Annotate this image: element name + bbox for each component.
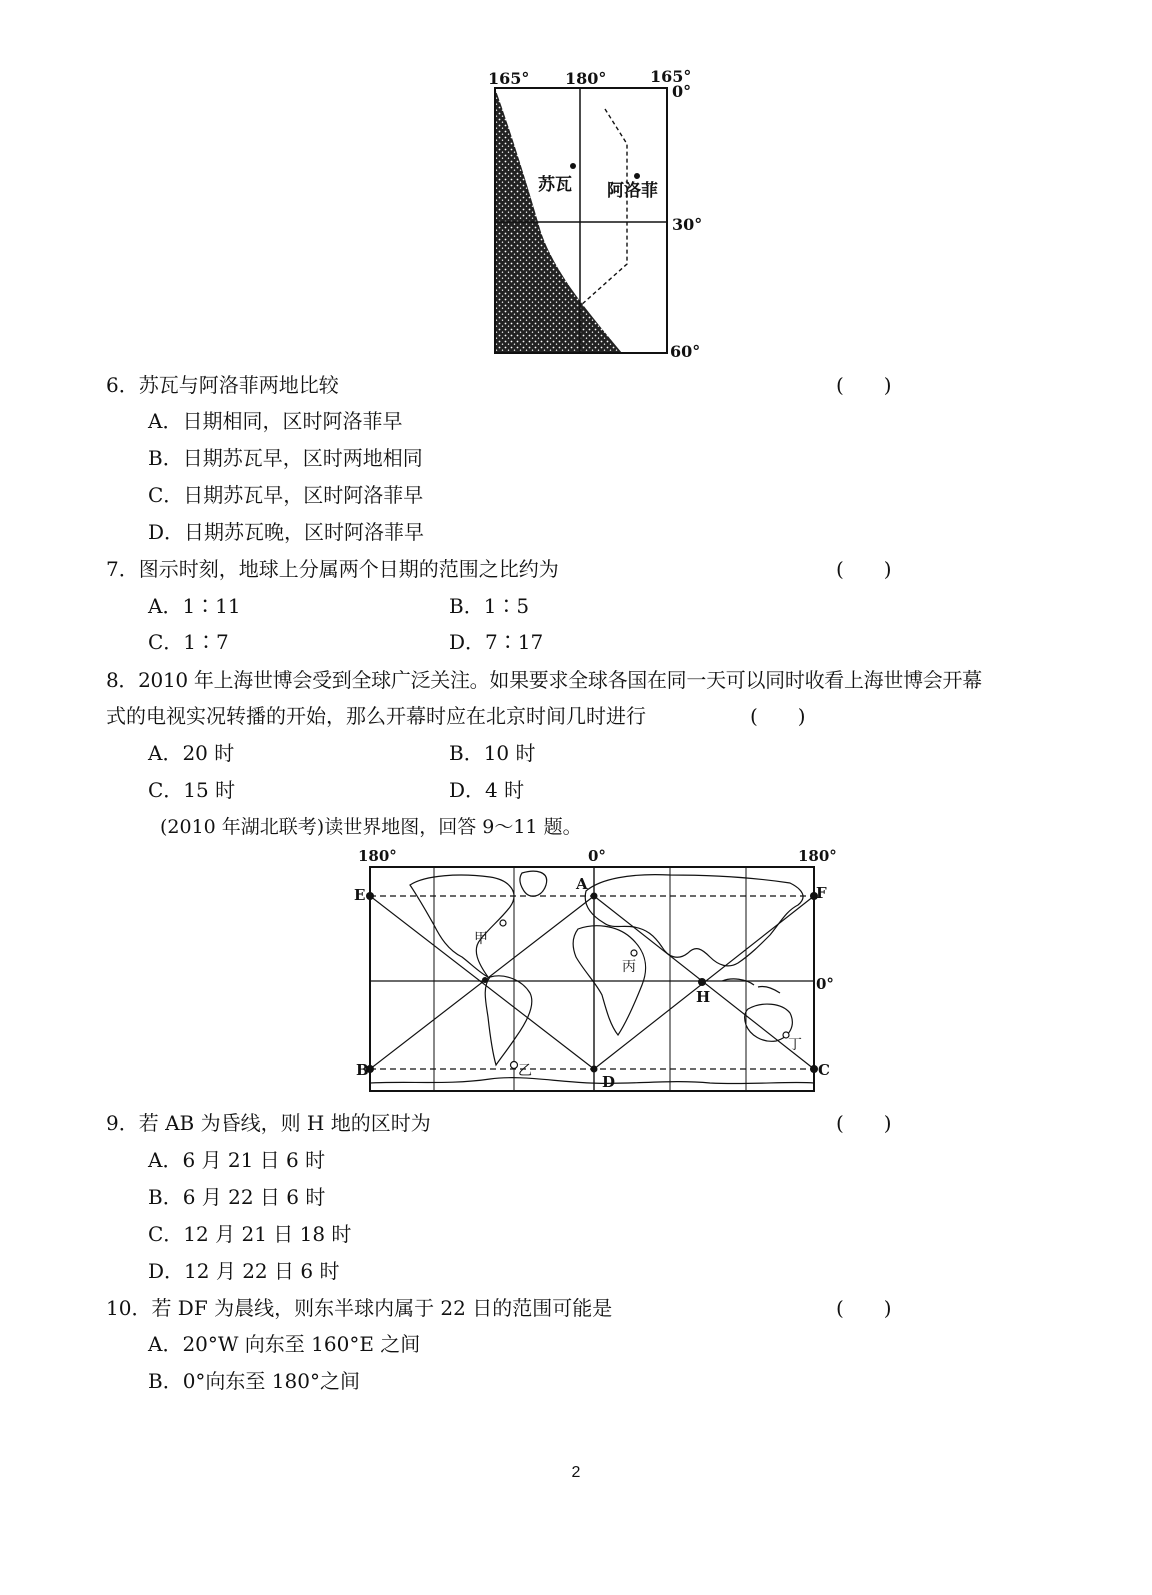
date-line-dashed (580, 109, 627, 306)
label-lon-right: 180° (798, 847, 837, 865)
q8-stem-line1: 8．2010 年上海世博会受到全球广泛关注。如果要求全球各国在同一天可以同时收看上海世博会开幕 (106, 668, 982, 692)
label-b: B (356, 1061, 369, 1079)
q8-option-d: D．4 时 (449, 778, 525, 802)
point-bing (631, 950, 637, 956)
south-america (485, 976, 532, 1065)
north-america (410, 875, 514, 977)
q9-option-c: C．12 月 21 日 18 时 (148, 1222, 352, 1246)
point-e (366, 892, 374, 900)
q9-option-d: D．12 月 22 日 6 时 (148, 1259, 340, 1283)
q6-option-c: C．日期苏瓦早，区时阿洛菲早 (148, 483, 424, 507)
label-a: A (576, 875, 588, 893)
q9-answer-blank: ( ) (836, 1111, 892, 1135)
label-e: E (354, 886, 366, 904)
antarctica-coast (370, 1078, 814, 1084)
label-suva: 苏瓦 (538, 175, 572, 195)
q8-option-a: A．20 时 (148, 741, 235, 765)
lon-label-left: 165° (488, 69, 530, 88)
lon-label-right: 165° (650, 67, 692, 86)
q7-option-b: B．1∶5 (449, 594, 530, 618)
label-h: H (696, 988, 711, 1006)
q7-stem: 7．图示时刻，地球上分属两个日期的范围之比约为 (106, 557, 559, 581)
lat-label-bottom: 60° (670, 342, 701, 361)
point-yi (511, 1062, 518, 1069)
land-shading (495, 88, 622, 353)
q9-option-a: A．6 月 21 日 6 时 (148, 1148, 326, 1172)
suva-dot (570, 163, 576, 169)
q6-option-d: D．日期苏瓦晚，区时阿洛菲早 (148, 520, 425, 544)
q9-stem: 9．若 AB 为昏线，则 H 地的区时为 (106, 1111, 431, 1135)
q7-answer-blank: ( ) (836, 557, 892, 581)
point-jia (500, 920, 506, 926)
q6-option-b: B．日期苏瓦早，区时两地相同 (148, 446, 423, 470)
label-d: D (602, 1073, 616, 1091)
q8-stem-line2: 式的电视实况转播的开始，那么开幕时应在北京时间几时进行 (106, 704, 646, 728)
q7-option-d: D．7∶17 (449, 630, 544, 654)
q8-option-c: C．15 时 (148, 778, 236, 802)
label-lon-left: 180° (358, 847, 397, 865)
q8-answer-blank: ( ) (750, 704, 806, 728)
label-alofi: 阿洛菲 (607, 181, 658, 201)
q7-option-c: C．1∶7 (148, 630, 229, 654)
page-number: 2 (571, 1464, 581, 1481)
label-lon-mid: 0° (588, 847, 606, 865)
q6-stem: 6．苏瓦与阿洛菲两地比较 (106, 373, 339, 397)
eurasia (585, 875, 803, 966)
label-equator: 0° (816, 975, 834, 993)
q9-option-b: B．6 月 22 日 6 时 (148, 1185, 326, 1209)
point-c (810, 1065, 818, 1073)
alofi-dot (634, 173, 640, 179)
q10-answer-blank: ( ) (836, 1296, 892, 1320)
point-a (591, 893, 598, 900)
q10-stem: 10．若 DF 为晨线，则东半球内属于 22 日的范围可能是 (106, 1296, 613, 1320)
lat-label-mid: 30° (672, 215, 703, 234)
label-jia: 甲 (474, 931, 488, 947)
q6-answer-blank: ( ) (836, 373, 892, 397)
lon-label-mid: 180° (565, 69, 607, 88)
label-ding: 丁 (788, 1037, 802, 1053)
label-bing: 丙 (622, 959, 636, 975)
q7-option-a: A．1∶11 (148, 594, 241, 618)
greenland (520, 871, 547, 896)
world-map (350, 845, 840, 1097)
africa (573, 926, 645, 1035)
q8-option-b: B．10 时 (449, 741, 536, 765)
label-yi: 乙 (518, 1063, 532, 1079)
point-d (591, 1066, 598, 1073)
point-cross-west (482, 977, 488, 983)
q10-option-a: A．20°W 向东至 160°E 之间 (148, 1332, 421, 1356)
lat-label-top: 0° (672, 82, 692, 101)
q10-option-b: B．0°向东至 180°之间 (148, 1369, 360, 1393)
q6-option-a: A．日期相同，区时阿洛菲早 (148, 409, 403, 433)
date-line-map (480, 64, 710, 364)
label-f: F (816, 884, 827, 902)
label-c: C (818, 1061, 830, 1079)
section-intro: (2010 年湖北联考)读世界地图，回答 9～11 题。 (160, 816, 582, 838)
point-h (698, 978, 706, 986)
